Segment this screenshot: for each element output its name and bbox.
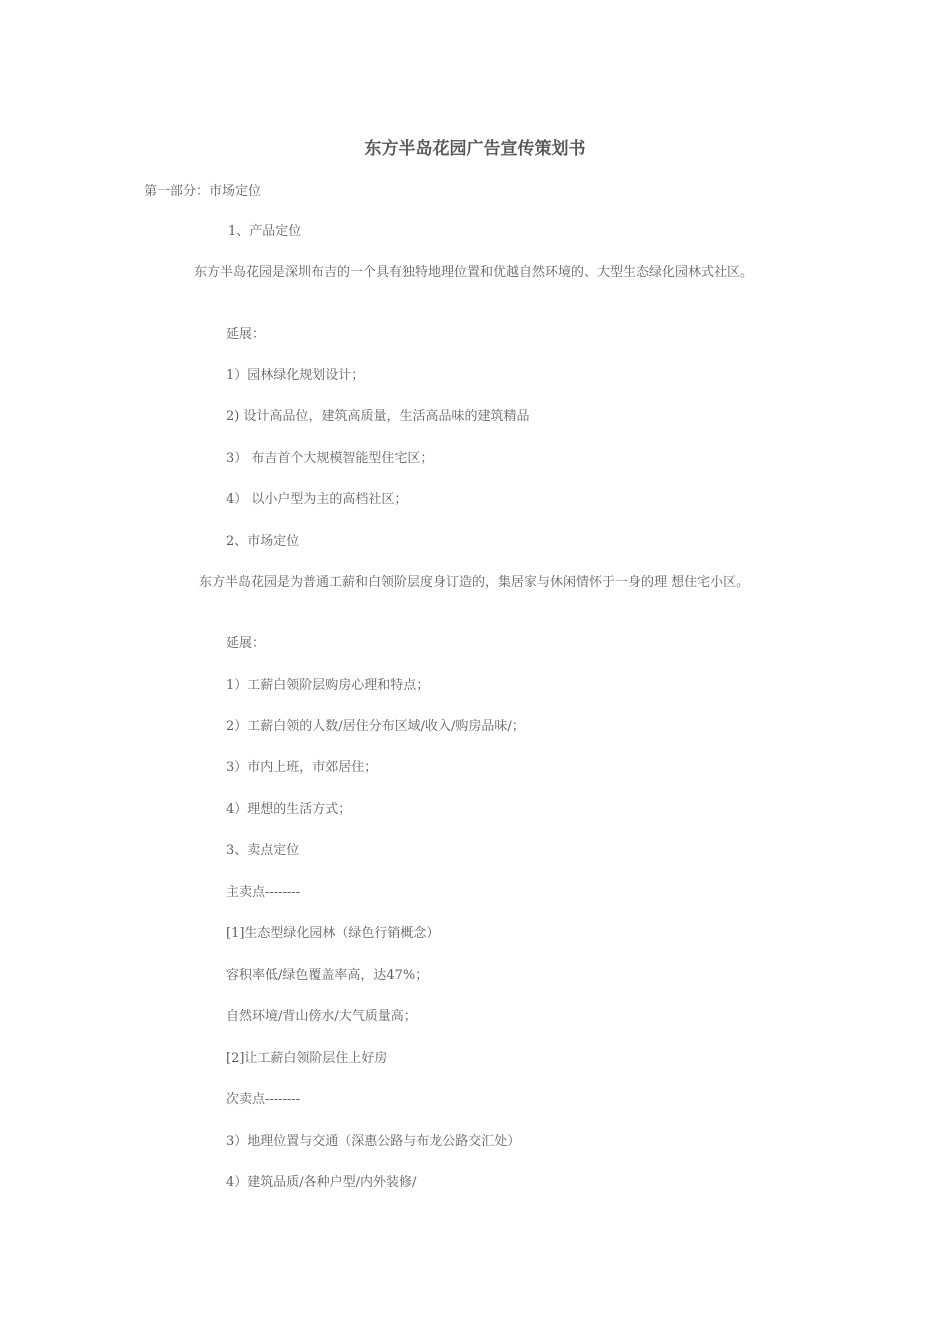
secondary-selling-point-item-2: 4）建筑品质/各种户型/内外装修/ <box>226 1175 417 1190</box>
section2-item-4: 4）理想的生活方式； <box>226 802 352 817</box>
section1-summary: 东方半岛花园是深圳布吉的一个具有独特地理位置和优越自然环境的、大型生态绿化园林式社区。 <box>194 265 754 280</box>
main-selling-point-item-1: [1]生态型绿化园林（绿色行销概念） <box>226 926 440 941</box>
secondary-selling-point-label: 次卖点-------- <box>226 1092 301 1107</box>
section2-summary: 东方半岛花园是为普通工薪和白领阶层度身订造的，集居家与休闲情怀于一身的理 想住宅小区。 <box>199 575 750 590</box>
main-selling-point-item-3: 自然环境/背山傍水/大气质量高； <box>226 1009 417 1024</box>
section2-heading: 2、市场定位 <box>226 534 300 549</box>
section2-extension-label: 延展： <box>226 636 266 651</box>
section1-item-4: 4） 以小户型为主的高档社区； <box>226 492 408 507</box>
section1-item-2: 2) 设计高品位，建筑高质量，生活高品味的建筑精品 <box>226 409 530 424</box>
section2-item-3: 3）市内上班，市郊居住； <box>226 760 378 775</box>
main-selling-point-label: 主卖点-------- <box>226 885 301 900</box>
section1-item-1: 1）园林绿化规划设计； <box>226 368 365 383</box>
main-selling-point-item-2: 容积率低/绿色覆盖率高，达47%； <box>226 968 429 983</box>
main-selling-point-item-4: [2]让工薪白领阶层住上好房 <box>226 1051 388 1066</box>
section2-item-2: 2）工薪白领的人数/居住分布区域/收入/购房品味/； <box>226 719 525 734</box>
part-heading: 第一部分：市场定位 <box>144 184 262 199</box>
section1-item-3: 3） 布吉首个大规模智能型住宅区； <box>226 451 434 466</box>
section1-heading: 1、产品定位 <box>228 224 302 239</box>
secondary-selling-point-item-1: 3）地理位置与交通（深惠公路与布龙公路交汇处） <box>226 1134 521 1149</box>
document-title: 东方半岛花园广告宣传策划书 <box>364 139 586 159</box>
section3-heading: 3、卖点定位 <box>226 843 300 858</box>
section1-extension-label: 延展： <box>226 327 266 342</box>
section2-item-1: 1）工薪白领阶层购房心理和特点； <box>226 678 430 693</box>
